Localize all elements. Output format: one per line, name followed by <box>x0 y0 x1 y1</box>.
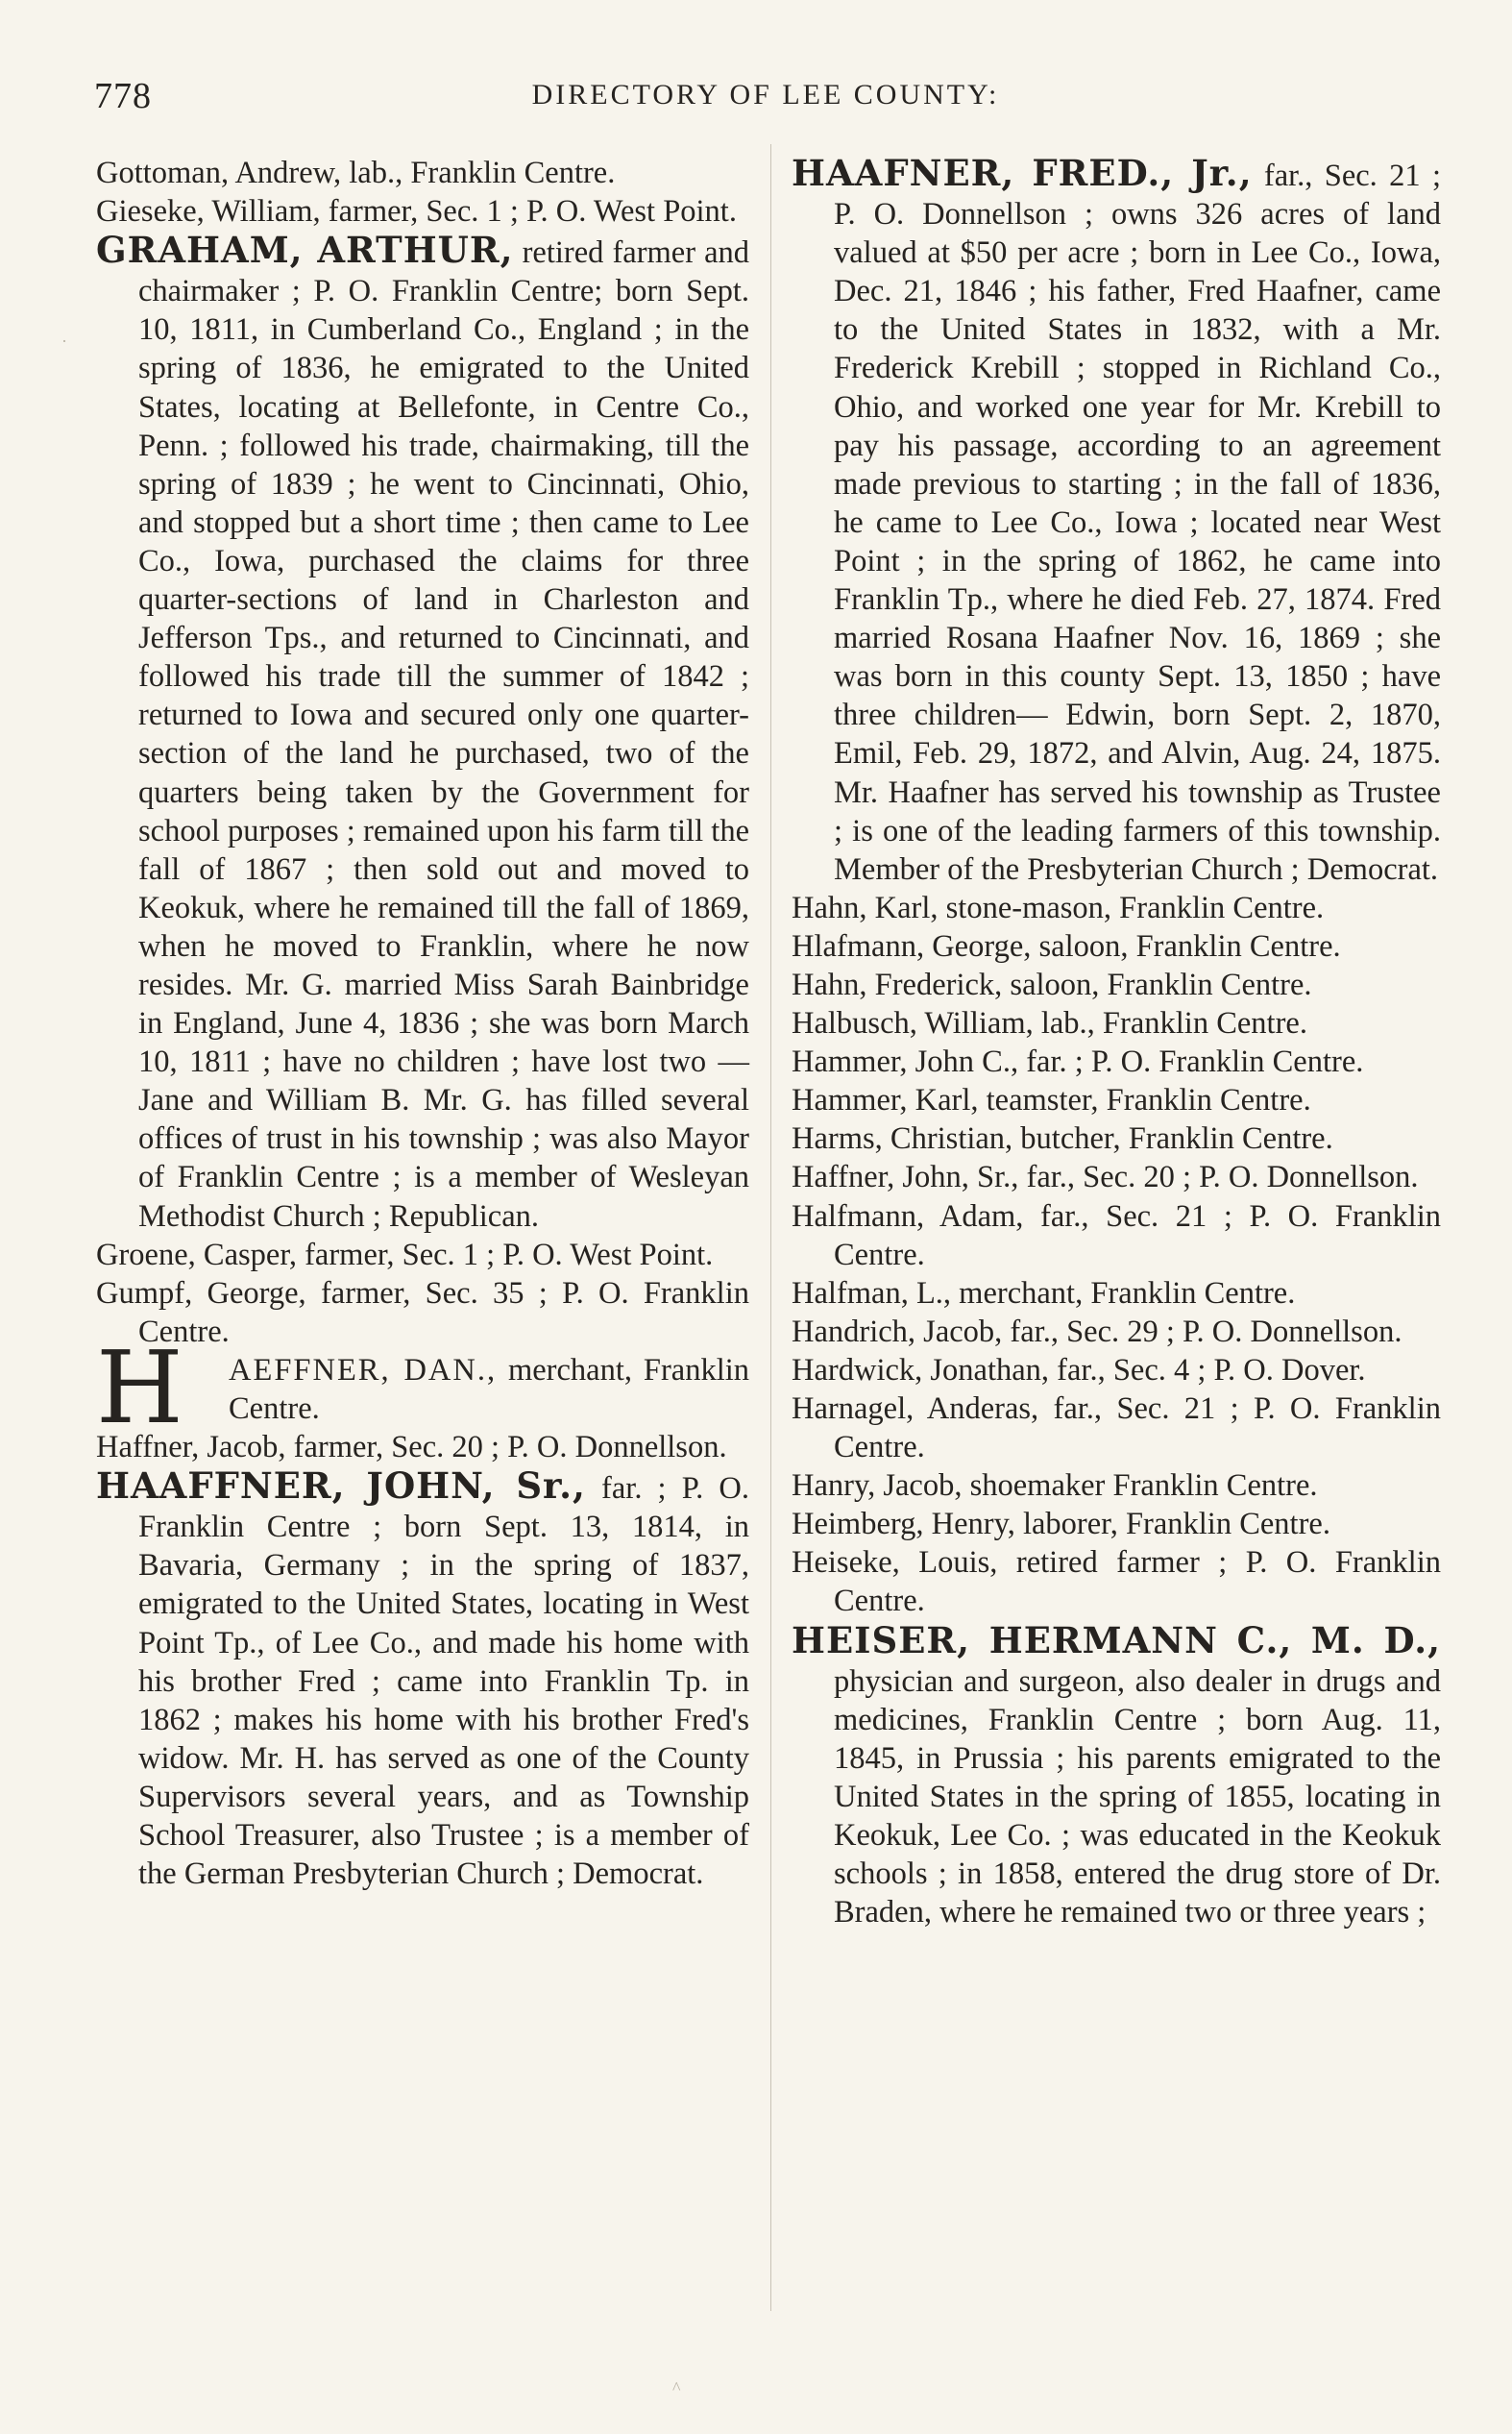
directory-entry <box>96 154 749 192</box>
entry-text: Gumpf, George, farmer, Sec. 35 ; P. O. Franklin Centre. <box>96 1275 749 1349</box>
directory-entry <box>792 1043 1441 1081</box>
directory-entry <box>792 1313 1441 1351</box>
entry-text: physician and surgeon, also dealer in drugs and medicines, Franklin Centre ; born Aug. 11, 1845, in Prussia ; his parents emigrated to the United States in the spring of 1855, locating in Keokuk, Lee Co. ; was educated in the Keokuk schools ; in 1858, entered the drug store of Dr. Braden, where he remained two or three years ; <box>834 1663 1441 1930</box>
entry-text: Gottoman, Andrew, lab., Franklin Centre. <box>96 156 616 190</box>
directory-entry <box>792 889 1441 927</box>
directory-entry <box>792 1274 1441 1313</box>
paper-speck: ^ <box>672 2378 681 2397</box>
directory-entry <box>792 927 1441 966</box>
entry-text: Hammer, John C., far. ; P. O. Franklin Centre. <box>792 1045 1364 1080</box>
biography-entry <box>96 1466 749 1893</box>
entry-name: HEISER, HERMANN C., M. D., <box>792 1618 1441 1661</box>
biography-entry <box>96 231 749 1235</box>
directory-entry <box>792 1119 1441 1158</box>
entry-text: Hardwick, Jonathan, far., Sec. 4 ; P. O. Dover. <box>792 1352 1366 1388</box>
entry-name: AEFFNER, DAN., <box>229 1352 498 1388</box>
directory-entry <box>96 1236 749 1274</box>
entry-text: Halbusch, William, lab., Franklin Centre. <box>792 1006 1307 1042</box>
directory-entry <box>792 1081 1441 1119</box>
entry-text: Heiseke, Louis, retired farmer ; P. O. Franklin Centre. <box>792 1545 1441 1619</box>
biography-entry <box>792 1618 1441 1932</box>
directory-entry <box>792 1543 1441 1620</box>
entry-text: Groene, Casper, farmer, Sec. 1 ; P. O. West Point. <box>96 1237 714 1272</box>
directory-entry <box>96 1428 749 1466</box>
right-column <box>792 154 1441 1931</box>
directory-entry <box>96 1274 749 1351</box>
entry-text: Haffner, Jacob, farmer, Sec. 20 ; P. O. Donnellson. <box>96 1430 727 1465</box>
entry-text: merchant, Franklin Centre. <box>229 1352 749 1426</box>
entry-text: Hahn, Karl, stone-mason, Franklin Centre. <box>792 890 1325 925</box>
directory-entry <box>792 1466 1441 1505</box>
directory-entry <box>792 1505 1441 1543</box>
column-divider <box>770 144 771 2311</box>
entry-text: Hahn, Frederick, saloon, Franklin Centre. <box>792 967 1312 1002</box>
entry-text: Gieseke, William, farmer, Sec. 1 ; P. O. West Point. <box>96 194 737 230</box>
drop-cap-initial: H <box>96 1328 183 1446</box>
entry-name: HAAFFNER, JOHN, Sr., <box>96 1464 586 1508</box>
page-header <box>94 75 1437 123</box>
directory-entry <box>792 966 1441 1004</box>
entry-text: Handrich, Jacob, far., Sec. 29 ; P. O. Donnellson. <box>792 1314 1402 1349</box>
entry-text: Hlafmann, George, saloon, Franklin Centre. <box>792 928 1341 964</box>
paper-speck: · <box>61 332 67 351</box>
entry-text: Hanry, Jacob, shoemaker Franklin Centre. <box>792 1468 1318 1504</box>
entry-text: retired farmer and chairmaker ; P. O. Franklin Centre; born Sept. 10, 1811, in Cumberland Co., England ; in the spring of 1836, he emigrated to the United States, locating at Bellefonte, in Centre Co., Penn. ; followed his trade, chairmaking, till the spring of 1839 ; he went to Cincinnati, Ohio, and stopped but a short time ; then came to Lee Co., Iowa, purchased the claims for three quarter-sections of land in Charleston and Jefferson Tps., and returned to Cincinnati, and followed his trade till the summer of 1842 ; returned to Iowa and secured only one quarter-section of the land he purchased, two of the quarters being taken by the Government for school purposes ; remained upon his farm till the fall of 1867 ; then sold out and moved to Keokuk, where he remained till the fall of 1869, when he moved to Franklin, where he now resides. Mr. G. married Miss Sarah Bainbridge in England, June 4, 1836 ; she was born March 10, 1811 ; have no children ; have lost two —Jane and William B. Mr. G. has filled several offices of trust in his township ; was also Mayor of Franklin Centre ; is a member of Wesleyan Methodist Church ; Republican. <box>138 235 750 1234</box>
entry-name: HAAFNER, FRED., Jr., <box>792 152 1253 194</box>
entry-text: Halfmann, Adam, far., Sec. 21 ; P. O. Franklin Centre. <box>792 1198 1441 1272</box>
entry-text: Harms, Christian, butcher, Franklin Centre. <box>792 1121 1333 1157</box>
entry-name: GRAHAM, ARTHUR, <box>96 229 514 272</box>
directory-entry <box>792 1158 1441 1196</box>
dropcap-entry <box>96 1328 749 1446</box>
entry-text: Heimberg, Henry, laborer, Franklin Centre. <box>792 1507 1330 1542</box>
entry-text: far., Sec. 21 ; P. O. Donnellson ; owns 326 acres of land valued at $50 per acre ; born in Lee Co., Iowa, Dec. 21, 1846 ; his father, Fred Haafner, came to the United States in 1832, with a Mr. Frederick Krebill ; stopped in Richland Co., Ohio, and worked one year for Mr. Krebill to pay his passage, according to an agreement made previous to starting ; in the fall of 1836, he came to Lee Co., Iowa ; located near West Point ; in the spring of 1862, he came into Franklin Tp., where he died Feb. 27, 1874. Fred married Rosana Haafner Nov. 16, 1869 ; she was born in this county Sept. 13, 1850 ; have three children— Edwin, born Sept. 2, 1870, Emil, Feb. 29, 1872, and Alvin, Aug. 24, 1875. Mr. Haafner has served his township as Trustee ; is one of the leading farmers of this township. Member of the Presbyterian Church ; Democrat. <box>834 159 1441 887</box>
biography-entry <box>792 154 1441 889</box>
page-number: 778 <box>94 76 152 116</box>
directory-entry <box>792 1197 1441 1274</box>
directory-entry <box>96 192 749 231</box>
entry-text: far. ; P. O. Franklin Centre ; born Sept. 13, 1814, in Bavaria, Germany ; in the spring of 1837, emigrated to the United States, locating in West Point Tp., of Lee Co., and made his home with his brother Fred ; came into Franklin Tp. in 1862 ; makes his home with his brother Fred's widow. Mr. H. has served as one of the County Supervisors several years, and as Township School Treasurer, also Trustee ; is a member of the German Presbyterian Church ; Democrat. <box>138 1471 750 1892</box>
left-column <box>96 154 749 1893</box>
directory-entry <box>792 1351 1441 1389</box>
directory-entry <box>792 1389 1441 1466</box>
entry-text: Hammer, Karl, teamster, Franklin Centre. <box>792 1083 1311 1119</box>
directory-entry <box>792 1004 1441 1043</box>
entry-text: Haffner, John, Sr., far., Sec. 20 ; P. O. Donnellson. <box>792 1160 1419 1195</box>
entry-text: Harnagel, Anderas, far., Sec. 21 ; P. O. Franklin Centre. <box>792 1391 1441 1465</box>
running-head: DIRECTORY OF LEE COUNTY: <box>531 79 1000 111</box>
entry-text: Halfman, L., merchant, Franklin Centre. <box>792 1275 1296 1311</box>
